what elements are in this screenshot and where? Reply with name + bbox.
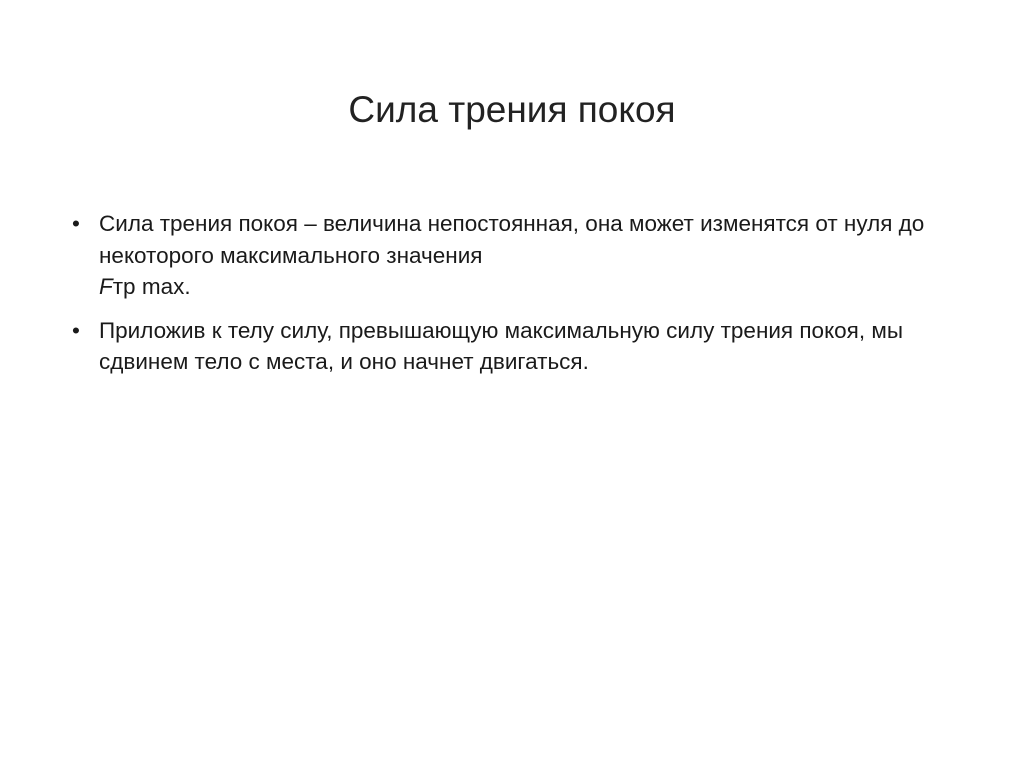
slide-title: Сила трения покоя [348,89,676,130]
bullet-text: Приложив к телу силу, превышающую максимальную силу трения покоя, мы сдвинем тело с места, и оно начнет двигаться. [99,317,904,374]
bullet-icon: • [72,317,80,343]
bullet-icon: • [72,211,80,236]
bullet-list [72,208,952,390]
bullet-item-1 [72,208,952,303]
bullet-item-2 [72,315,952,378]
bullet-text-before: Сила трения покоя – величина непостоянная, она может изменятся от нуля до некоторого максимального значения [99,211,925,268]
force-symbol: F [99,274,113,299]
bullet-text-after: тр max. [112,274,191,299]
